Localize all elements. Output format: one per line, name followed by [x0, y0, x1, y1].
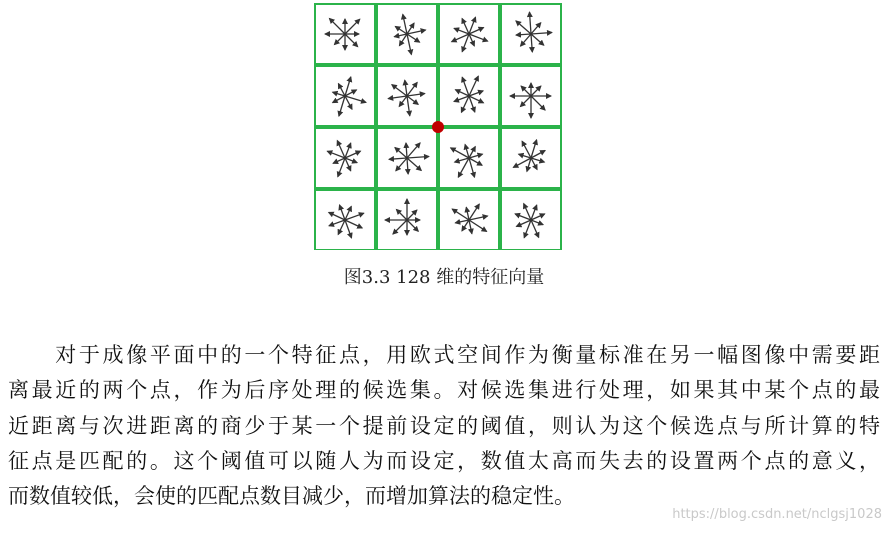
histogram-cell: [501, 66, 561, 126]
histogram-cell: [377, 4, 437, 64]
paragraph-line: 而数值较低，会使的匹配点数目减少，而增加算法的稳定性。: [8, 484, 575, 508]
feature-vector-figure: [313, 2, 575, 250]
histogram-cell: [439, 4, 499, 64]
histogram-cell: [315, 66, 375, 126]
paragraph-line: 征点是匹配的。这个阈值可以随人为而设定，数值太高而失去的设置两个点的意义，: [8, 449, 880, 473]
histogram-cell: [377, 128, 437, 188]
paragraph-line: 对于成像平面中的一个特征点，用欧式空间作为衡量标准在另一幅图像中需要距: [8, 343, 880, 367]
paragraph-line: 近距离与次进距离的商少于某一个提前设定的阈值，则认为这个候选点与所计算的特: [8, 414, 880, 438]
watermark: https://blog.csdn.net/nclgsj1028: [672, 507, 882, 522]
histogram-cell: [315, 128, 375, 188]
histogram-cell: [501, 190, 561, 250]
histogram-cell: [501, 4, 561, 64]
keypoint-dot: [432, 121, 444, 133]
histogram-cell: [439, 190, 499, 250]
histogram-cell: [439, 128, 499, 188]
histogram-cell: [377, 190, 437, 250]
paragraph-line: 离最近的两个点，作为后序处理的候选集。对候选集进行处理，如果其中某个点的最: [8, 378, 880, 402]
histogram-cell: [315, 4, 375, 64]
figure-caption: 图3.3 128 维的特征向量: [343, 267, 545, 288]
histogram-cell: [377, 66, 437, 126]
histogram-cell: [439, 66, 499, 126]
histogram-cell: [315, 190, 375, 250]
histogram-cell: [501, 128, 561, 188]
